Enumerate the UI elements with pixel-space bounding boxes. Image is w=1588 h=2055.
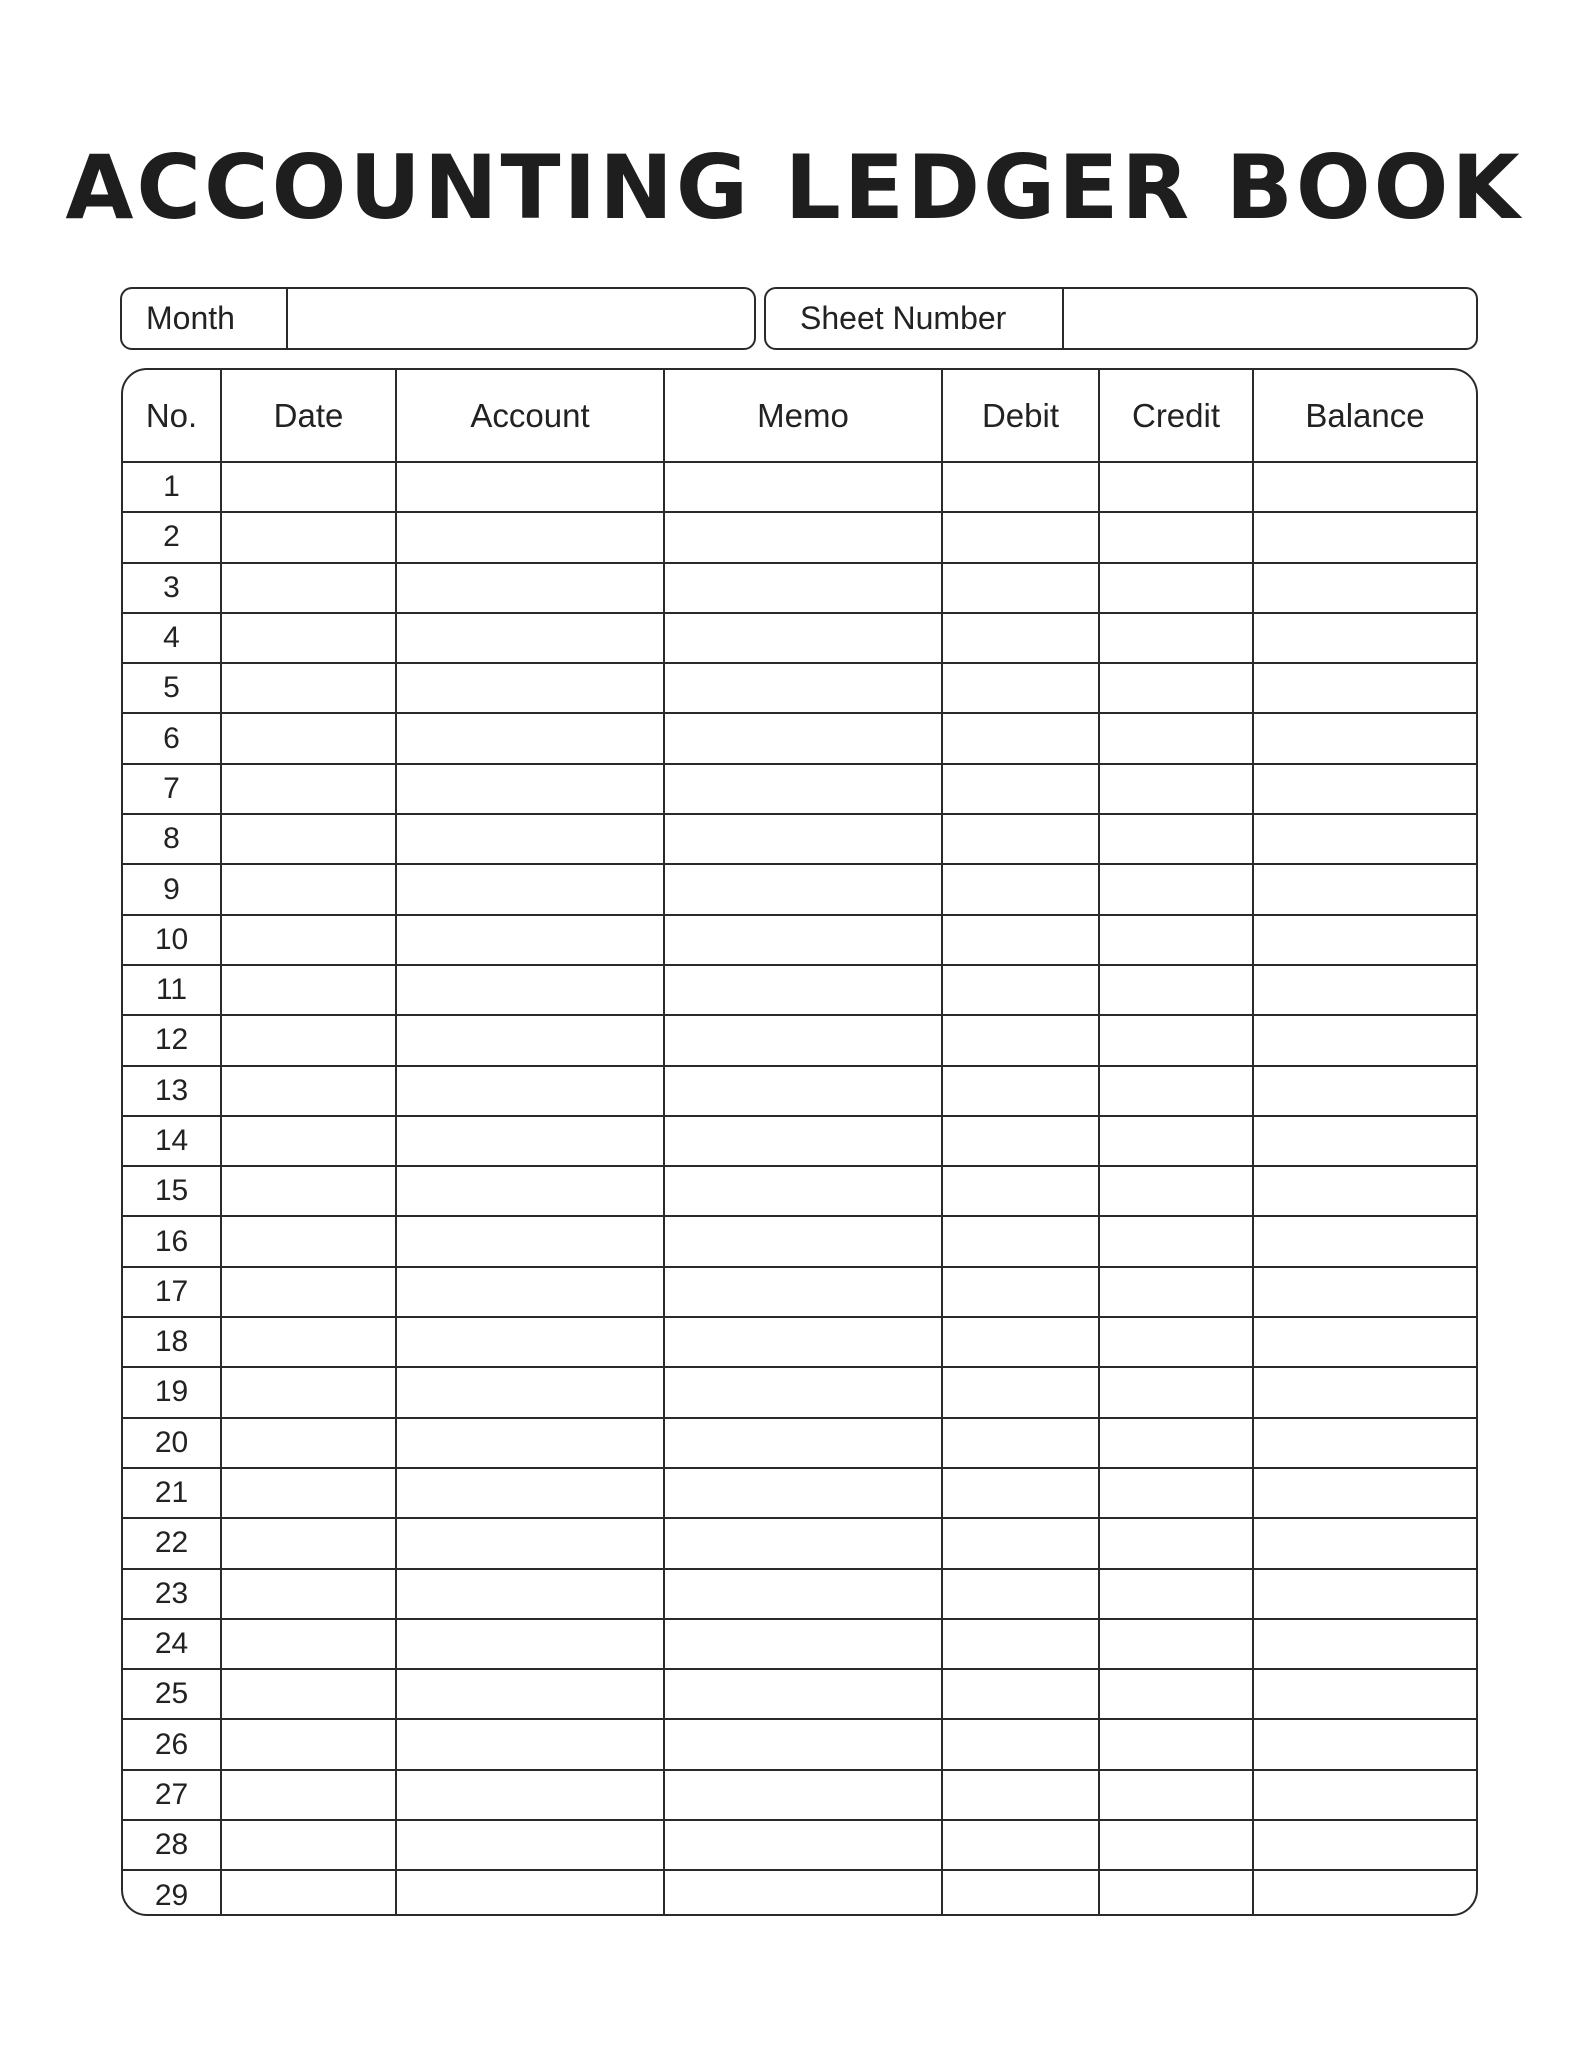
row-number: 25 xyxy=(123,1669,221,1719)
credit-cell[interactable] xyxy=(1099,814,1253,864)
debit-cell[interactable] xyxy=(942,462,1099,512)
memo-cell[interactable] xyxy=(664,915,942,965)
account-cell[interactable] xyxy=(396,1870,664,1916)
date-cell[interactable] xyxy=(221,512,396,562)
credit-cell[interactable] xyxy=(1099,1267,1253,1317)
date-cell[interactable] xyxy=(221,1820,396,1870)
account-cell[interactable] xyxy=(396,462,664,512)
date-cell[interactable] xyxy=(221,764,396,814)
month-field-box xyxy=(120,287,756,350)
month-input[interactable] xyxy=(288,289,754,348)
balance-cell[interactable] xyxy=(1253,1216,1476,1266)
table-row xyxy=(123,462,1476,512)
date-cell[interactable] xyxy=(221,1066,396,1116)
account-cell[interactable] xyxy=(396,1166,664,1216)
date-cell[interactable] xyxy=(221,814,396,864)
ledger-table xyxy=(123,370,1476,1916)
memo-cell[interactable] xyxy=(664,764,942,814)
debit-cell[interactable] xyxy=(942,1719,1099,1769)
account-cell[interactable] xyxy=(396,1518,664,1568)
column-header-debit: Debit xyxy=(942,370,1099,462)
date-cell[interactable] xyxy=(221,1317,396,1367)
account-cell[interactable] xyxy=(396,1367,664,1417)
memo-cell[interactable] xyxy=(664,1317,942,1367)
table-row xyxy=(123,764,1476,814)
debit-cell[interactable] xyxy=(942,563,1099,613)
memo-cell[interactable] xyxy=(664,1015,942,1065)
table-row xyxy=(123,713,1476,763)
row-number: 29 xyxy=(123,1870,221,1916)
table-row xyxy=(123,512,1476,562)
sheet-number-input[interactable] xyxy=(1064,289,1476,348)
account-cell[interactable] xyxy=(396,563,664,613)
debit-cell[interactable] xyxy=(942,713,1099,763)
balance-cell[interactable] xyxy=(1253,764,1476,814)
table-row xyxy=(123,563,1476,613)
credit-cell[interactable] xyxy=(1099,1569,1253,1619)
table-row xyxy=(123,1569,1476,1619)
account-cell[interactable] xyxy=(396,512,664,562)
date-cell[interactable] xyxy=(221,563,396,613)
debit-cell[interactable] xyxy=(942,764,1099,814)
table-row xyxy=(123,814,1476,864)
table-row xyxy=(123,1820,1476,1870)
balance-cell[interactable] xyxy=(1253,663,1476,713)
row-number: 14 xyxy=(123,1116,221,1166)
debit-cell[interactable] xyxy=(942,1569,1099,1619)
row-number: 3 xyxy=(123,563,221,613)
balance-cell[interactable] xyxy=(1253,1367,1476,1417)
memo-cell[interactable] xyxy=(664,814,942,864)
debit-cell[interactable] xyxy=(942,1468,1099,1518)
balance-cell[interactable] xyxy=(1253,1066,1476,1116)
table-row xyxy=(123,1166,1476,1216)
credit-cell[interactable] xyxy=(1099,1418,1253,1468)
debit-cell[interactable] xyxy=(942,1870,1099,1916)
account-cell[interactable] xyxy=(396,1267,664,1317)
debit-cell[interactable] xyxy=(942,1317,1099,1367)
date-cell[interactable] xyxy=(221,1367,396,1417)
row-number: 23 xyxy=(123,1569,221,1619)
account-cell[interactable] xyxy=(396,965,664,1015)
table-header-row xyxy=(123,370,1476,462)
credit-cell[interactable] xyxy=(1099,563,1253,613)
row-number: 2 xyxy=(123,512,221,562)
column-header-credit: Credit xyxy=(1099,370,1253,462)
memo-cell[interactable] xyxy=(664,1518,942,1568)
column-header-no: No. xyxy=(123,370,221,462)
account-cell[interactable] xyxy=(396,764,664,814)
account-cell[interactable] xyxy=(396,814,664,864)
credit-cell[interactable] xyxy=(1099,1367,1253,1417)
debit-cell[interactable] xyxy=(942,915,1099,965)
balance-cell[interactable] xyxy=(1253,915,1476,965)
debit-cell[interactable] xyxy=(942,1066,1099,1116)
memo-cell[interactable] xyxy=(664,1619,942,1669)
table-row xyxy=(123,1418,1476,1468)
row-number: 20 xyxy=(123,1418,221,1468)
balance-cell[interactable] xyxy=(1253,1669,1476,1719)
credit-cell[interactable] xyxy=(1099,613,1253,663)
row-number: 5 xyxy=(123,663,221,713)
debit-cell[interactable] xyxy=(942,1820,1099,1870)
credit-cell[interactable] xyxy=(1099,512,1253,562)
table-row xyxy=(123,965,1476,1015)
memo-cell[interactable] xyxy=(664,512,942,562)
memo-cell[interactable] xyxy=(664,965,942,1015)
date-cell[interactable] xyxy=(221,1468,396,1518)
memo-cell[interactable] xyxy=(664,1216,942,1266)
memo-cell[interactable] xyxy=(664,613,942,663)
memo-cell[interactable] xyxy=(664,1066,942,1116)
date-cell[interactable] xyxy=(221,864,396,914)
account-cell[interactable] xyxy=(396,1066,664,1116)
row-number: 18 xyxy=(123,1317,221,1367)
credit-cell[interactable] xyxy=(1099,965,1253,1015)
credit-cell[interactable] xyxy=(1099,1518,1253,1568)
credit-cell[interactable] xyxy=(1099,1015,1253,1065)
row-number: 8 xyxy=(123,814,221,864)
date-cell[interactable] xyxy=(221,462,396,512)
account-cell[interactable] xyxy=(396,864,664,914)
row-number: 26 xyxy=(123,1719,221,1769)
debit-cell[interactable] xyxy=(942,1267,1099,1317)
memo-cell[interactable] xyxy=(664,1116,942,1166)
column-header-date: Date xyxy=(221,370,396,462)
memo-cell[interactable] xyxy=(664,663,942,713)
table-row xyxy=(123,1116,1476,1166)
row-number: 4 xyxy=(123,613,221,663)
memo-cell[interactable] xyxy=(664,1820,942,1870)
balance-cell[interactable] xyxy=(1253,1166,1476,1216)
credit-cell[interactable] xyxy=(1099,1820,1253,1870)
column-header-balance: Balance xyxy=(1253,370,1476,462)
balance-cell[interactable] xyxy=(1253,713,1476,763)
date-cell[interactable] xyxy=(221,713,396,763)
date-cell[interactable] xyxy=(221,1267,396,1317)
table-row xyxy=(123,1468,1476,1518)
table-row xyxy=(123,1317,1476,1367)
table-row xyxy=(123,1367,1476,1417)
account-cell[interactable] xyxy=(396,1468,664,1518)
table-row xyxy=(123,915,1476,965)
table-row xyxy=(123,864,1476,914)
credit-cell[interactable] xyxy=(1099,1116,1253,1166)
date-cell[interactable] xyxy=(221,1418,396,1468)
row-number: 19 xyxy=(123,1367,221,1417)
row-number: 28 xyxy=(123,1820,221,1870)
row-number: 12 xyxy=(123,1015,221,1065)
date-cell[interactable] xyxy=(221,965,396,1015)
row-number: 7 xyxy=(123,764,221,814)
date-cell[interactable] xyxy=(221,1015,396,1065)
credit-cell[interactable] xyxy=(1099,713,1253,763)
balance-cell[interactable] xyxy=(1253,814,1476,864)
table-row xyxy=(123,1870,1476,1916)
balance-cell[interactable] xyxy=(1253,1418,1476,1468)
memo-cell[interactable] xyxy=(664,1770,942,1820)
account-cell[interactable] xyxy=(396,1770,664,1820)
date-cell[interactable] xyxy=(221,1216,396,1266)
balance-cell[interactable] xyxy=(1253,462,1476,512)
date-cell[interactable] xyxy=(221,1569,396,1619)
memo-cell[interactable] xyxy=(664,1870,942,1916)
memo-cell[interactable] xyxy=(664,1418,942,1468)
balance-cell[interactable] xyxy=(1253,864,1476,914)
credit-cell[interactable] xyxy=(1099,1468,1253,1518)
balance-cell[interactable] xyxy=(1253,563,1476,613)
balance-cell[interactable] xyxy=(1253,512,1476,562)
credit-cell[interactable] xyxy=(1099,462,1253,512)
balance-cell[interactable] xyxy=(1253,1619,1476,1669)
row-number: 1 xyxy=(123,462,221,512)
credit-cell[interactable] xyxy=(1099,1066,1253,1116)
date-cell[interactable] xyxy=(221,663,396,713)
credit-cell[interactable] xyxy=(1099,1216,1253,1266)
row-number: 6 xyxy=(123,713,221,763)
balance-cell[interactable] xyxy=(1253,613,1476,663)
date-cell[interactable] xyxy=(221,1870,396,1916)
credit-cell[interactable] xyxy=(1099,1669,1253,1719)
balance-cell[interactable] xyxy=(1253,1267,1476,1317)
row-number: 11 xyxy=(123,965,221,1015)
account-cell[interactable] xyxy=(396,1418,664,1468)
debit-cell[interactable] xyxy=(942,1770,1099,1820)
account-cell[interactable] xyxy=(396,1317,664,1367)
debit-cell[interactable] xyxy=(942,512,1099,562)
debit-cell[interactable] xyxy=(942,1619,1099,1669)
sheet-number-label: Sheet Number xyxy=(766,289,1064,348)
table-row xyxy=(123,1669,1476,1719)
memo-cell[interactable] xyxy=(664,1166,942,1216)
debit-cell[interactable] xyxy=(942,1367,1099,1417)
debit-cell[interactable] xyxy=(942,864,1099,914)
credit-cell[interactable] xyxy=(1099,1719,1253,1769)
account-cell[interactable] xyxy=(396,915,664,965)
date-cell[interactable] xyxy=(221,1116,396,1166)
credit-cell[interactable] xyxy=(1099,1317,1253,1367)
debit-cell[interactable] xyxy=(942,814,1099,864)
balance-cell[interactable] xyxy=(1253,1870,1476,1916)
account-cell[interactable] xyxy=(396,663,664,713)
balance-cell[interactable] xyxy=(1253,1468,1476,1518)
date-cell[interactable] xyxy=(221,1770,396,1820)
memo-cell[interactable] xyxy=(664,864,942,914)
date-cell[interactable] xyxy=(221,1166,396,1216)
memo-cell[interactable] xyxy=(664,1719,942,1769)
row-number: 10 xyxy=(123,915,221,965)
table-row xyxy=(123,1770,1476,1820)
debit-cell[interactable] xyxy=(942,1216,1099,1266)
memo-cell[interactable] xyxy=(664,713,942,763)
sheet-number-field-box xyxy=(764,287,1478,350)
table-row xyxy=(123,1015,1476,1065)
row-number: 21 xyxy=(123,1468,221,1518)
balance-cell[interactable] xyxy=(1253,1569,1476,1619)
table-row xyxy=(123,1619,1476,1669)
column-header-memo: Memo xyxy=(664,370,942,462)
account-cell[interactable] xyxy=(396,1619,664,1669)
account-cell[interactable] xyxy=(396,1820,664,1870)
debit-cell[interactable] xyxy=(942,1166,1099,1216)
credit-cell[interactable] xyxy=(1099,1770,1253,1820)
memo-cell[interactable] xyxy=(664,563,942,613)
debit-cell[interactable] xyxy=(942,613,1099,663)
memo-cell[interactable] xyxy=(664,1367,942,1417)
memo-cell[interactable] xyxy=(664,1569,942,1619)
row-number: 15 xyxy=(123,1166,221,1216)
memo-cell[interactable] xyxy=(664,462,942,512)
date-cell[interactable] xyxy=(221,1619,396,1669)
balance-cell[interactable] xyxy=(1253,1820,1476,1870)
balance-cell[interactable] xyxy=(1253,965,1476,1015)
debit-cell[interactable] xyxy=(942,1669,1099,1719)
balance-cell[interactable] xyxy=(1253,1116,1476,1166)
month-label: Month xyxy=(122,289,288,348)
credit-cell[interactable] xyxy=(1099,663,1253,713)
account-cell[interactable] xyxy=(396,713,664,763)
row-number: 16 xyxy=(123,1216,221,1266)
row-number: 13 xyxy=(123,1066,221,1116)
account-cell[interactable] xyxy=(396,1216,664,1266)
row-number: 24 xyxy=(123,1619,221,1669)
credit-cell[interactable] xyxy=(1099,1619,1253,1669)
credit-cell[interactable] xyxy=(1099,1870,1253,1916)
table-row xyxy=(123,613,1476,663)
row-number: 9 xyxy=(123,864,221,914)
memo-cell[interactable] xyxy=(664,1669,942,1719)
table-row xyxy=(123,663,1476,713)
table-row xyxy=(123,1719,1476,1769)
memo-cell[interactable] xyxy=(664,1267,942,1317)
debit-cell[interactable] xyxy=(942,1518,1099,1568)
balance-cell[interactable] xyxy=(1253,1317,1476,1367)
debit-cell[interactable] xyxy=(942,1418,1099,1468)
page-title: ACCOUNTING LEDGER BOOK xyxy=(65,136,1523,239)
table-row xyxy=(123,1066,1476,1116)
credit-cell[interactable] xyxy=(1099,915,1253,965)
row-number: 22 xyxy=(123,1518,221,1568)
credit-cell[interactable] xyxy=(1099,864,1253,914)
account-cell[interactable] xyxy=(396,1569,664,1619)
credit-cell[interactable] xyxy=(1099,764,1253,814)
date-cell[interactable] xyxy=(221,1669,396,1719)
account-cell[interactable] xyxy=(396,1669,664,1719)
table-row xyxy=(123,1216,1476,1266)
ledger-table-frame xyxy=(121,368,1478,1916)
credit-cell[interactable] xyxy=(1099,1166,1253,1216)
date-cell[interactable] xyxy=(221,915,396,965)
account-cell[interactable] xyxy=(396,1015,664,1065)
balance-cell[interactable] xyxy=(1253,1518,1476,1568)
balance-cell[interactable] xyxy=(1253,1719,1476,1769)
column-header-account: Account xyxy=(396,370,664,462)
date-cell[interactable] xyxy=(221,613,396,663)
row-number: 17 xyxy=(123,1267,221,1317)
account-cell[interactable] xyxy=(396,1116,664,1166)
debit-cell[interactable] xyxy=(942,1116,1099,1166)
account-cell[interactable] xyxy=(396,613,664,663)
balance-cell[interactable] xyxy=(1253,1015,1476,1065)
account-cell[interactable] xyxy=(396,1719,664,1769)
table-row xyxy=(123,1518,1476,1568)
memo-cell[interactable] xyxy=(664,1468,942,1518)
debit-cell[interactable] xyxy=(942,1015,1099,1065)
debit-cell[interactable] xyxy=(942,663,1099,713)
date-cell[interactable] xyxy=(221,1518,396,1568)
balance-cell[interactable] xyxy=(1253,1770,1476,1820)
date-cell[interactable] xyxy=(221,1719,396,1769)
row-number: 27 xyxy=(123,1770,221,1820)
table-row xyxy=(123,1267,1476,1317)
ledger-body xyxy=(123,462,1476,1916)
debit-cell[interactable] xyxy=(942,965,1099,1015)
